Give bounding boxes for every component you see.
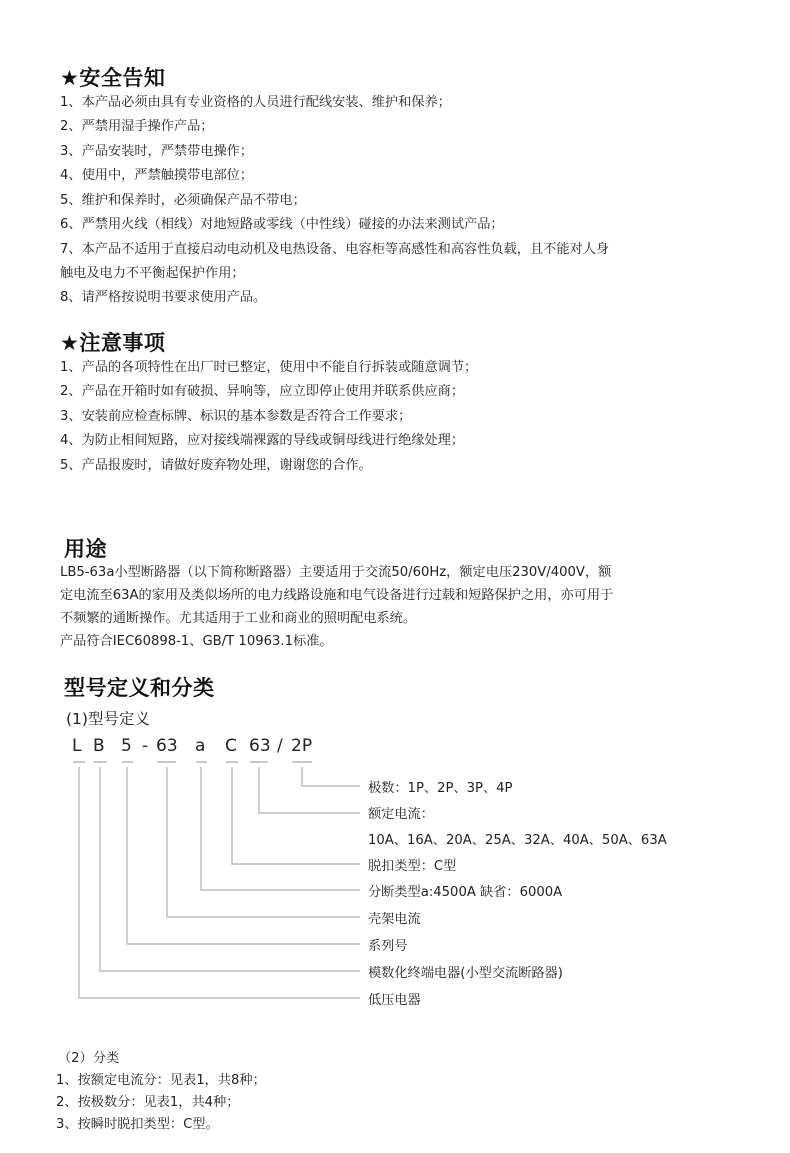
code-part-a: a <box>195 736 206 756</box>
notes-title: ★注意事项 <box>60 331 166 355</box>
safety-item: 3、产品安装时，严禁带电操作； <box>60 144 254 159</box>
label-trip-type: 脱扣类型：C型 <box>368 859 457 874</box>
code-part-63: 63 <box>156 736 178 756</box>
safety-item: 2、严禁用湿手操作产品； <box>60 119 214 134</box>
classification-item: 1、按额定电流分：见表1，共8种； <box>56 1073 266 1088</box>
usage-line: LB5-63a小型断路器（以下简称断路器）主要适用于交流50/60Hz，额定电压230V/400V，额 <box>60 565 612 580</box>
connector-poles <box>302 767 360 786</box>
safety-item: 8、请严格按说明书要求使用产品。 <box>60 290 267 305</box>
label-poles: 极数：1P、2P、3P、4P <box>368 781 513 796</box>
label-frame-current: 壳架电流 <box>368 912 421 927</box>
notes-item: 2、产品在开箱时如有破损、异响等，应立即停止使用并联系供应商； <box>60 384 465 399</box>
classification-item: 2、按极数分：见表1，共4种； <box>56 1095 240 1110</box>
code-part-B: B <box>93 736 105 756</box>
label-series: 系列号 <box>368 939 408 954</box>
label-rated-current-values: 10A、16A、20A、25A、32A、40A、50A、63A <box>368 833 667 848</box>
label-rated-current: 额定电流： <box>368 807 434 822</box>
safety-item: 1、本产品必须由具有专业资格的人员进行配线安装、维护和保养； <box>60 95 451 110</box>
notes-item: 4、为防止相间短路，应对接线端裸露的导线或铜母线进行绝缘处理； <box>60 433 465 448</box>
code-part-2P: 2P <box>291 736 313 756</box>
connector-trip-type <box>232 767 360 864</box>
code-part-L: L <box>72 736 82 756</box>
safety-item: 6、严禁用火线（相线）对地短路或零线（中性线）碰接的办法来测试产品； <box>60 217 504 232</box>
label-low-voltage: 低压电器 <box>368 993 421 1008</box>
code-part-slash: / <box>277 736 283 756</box>
model-subtitle: (1)型号定义 <box>66 710 150 728</box>
label-breaking-type: 分断类型a:4500A 缺省：6000A <box>368 885 563 900</box>
code-part-5: 5 <box>121 736 132 756</box>
notes-item: 3、安装前应检查标牌、标识的基本参数是否符合工作要求； <box>60 409 412 424</box>
safety-item: 5、维护和保养时，必须确保产品不带电； <box>60 193 306 208</box>
safety-title: ★安全告知 <box>60 66 166 90</box>
code-part-dash: - <box>142 736 149 756</box>
code-part-C: C <box>225 736 237 756</box>
classification-title: （2）分类 <box>58 1051 120 1066</box>
connector-low-voltage <box>79 767 360 998</box>
usage-line: 定电流至63A的家用及类似场所的电力线路设施和电气设备进行过载和短路保护之用，亦可用于 <box>60 588 614 603</box>
safety-item: 7、本产品不适用于直接启动电动机及电热设备、电容柜等高感性和高容性负载，且不能对人身 <box>60 242 610 257</box>
usage-line: 产品符合IEC60898-1、GB/T 10963.1标准。 <box>60 634 333 649</box>
usage-title: 用途 <box>64 537 107 561</box>
connector-rated-current <box>259 767 360 813</box>
notes-item: 1、产品的各项特性在出厂时已整定，使用中不能自行拆装或随意调节； <box>60 360 478 375</box>
connector-frame-current <box>167 767 360 917</box>
code-part-63b: 63 <box>249 736 271 756</box>
safety-item: 4、使用中，严禁触摸带电部位； <box>60 168 254 183</box>
usage-line: 不频繁的通断操作。尤其适用于工业和商业的照明配电系统。 <box>60 611 417 626</box>
classification-item: 3、按瞬时脱扣类型：C型。 <box>56 1117 219 1132</box>
label-modular: 模数化终端电器(小型交流断路器) <box>368 966 563 981</box>
model-title: 型号定义和分类 <box>64 676 215 700</box>
safety-item: 触电及电力不平衡起保护作用； <box>60 266 245 281</box>
connector-modular <box>100 767 360 971</box>
notes-item: 5、产品报废时，请做好废弃物处理，谢谢您的合作。 <box>60 458 372 473</box>
